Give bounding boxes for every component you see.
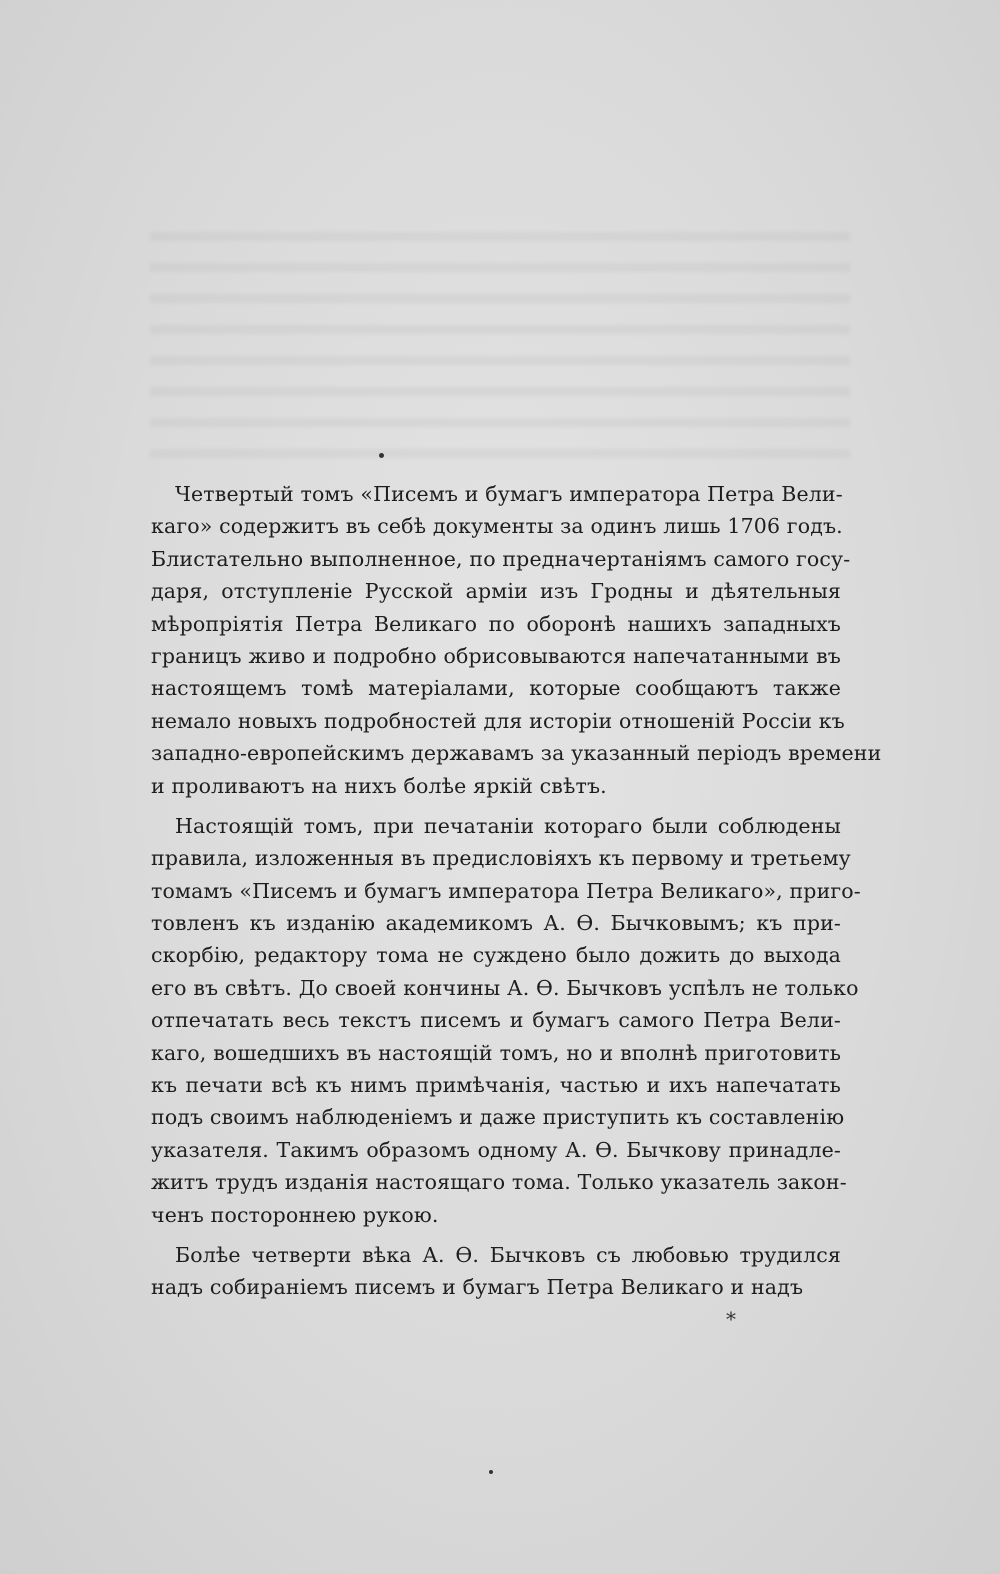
text-line: томамъ «Писемъ и бумагъ императора Петра Великаго», приго- [151, 878, 861, 903]
paragraph [151, 478, 882, 802]
text-line: западно-европейскимъ державамъ за указанный періодъ времени [151, 741, 882, 766]
text-line: ченъ постороннею рукою. [151, 1202, 439, 1227]
text-line: Болѣе четверти вѣка А. Ѳ. Бычковъ съ любовью трудился [175, 1242, 841, 1267]
text-line: Блистательно выполненное, по предначертаніямъ самого госу- [151, 546, 851, 571]
ink-speck [489, 1470, 493, 1474]
text-line: къ печати всѣ къ нимъ примѣчанія, частью и ихъ напечатать [151, 1073, 841, 1098]
text-line: указателя. Такимъ образомъ одному А. Ѳ. Бычкову принадле- [151, 1137, 841, 1162]
text-line: Четвертый томъ «Писемъ и бумагъ императора Петра Вели- [175, 482, 843, 506]
text-line: Настоящій томъ, при печатаніи котораго были соблюдены [175, 813, 841, 838]
text-line: его въ свѣтъ. До своей кончины А. Ѳ. Бычковъ успѣлъ не только [151, 975, 859, 1000]
text-line: каго, вошедшихъ въ настоящій томъ, но и вполнѣ приготовить [151, 1040, 841, 1065]
text-line: мѣропріятія Петра Великаго по оборонѣ нашихъ западныхъ [151, 611, 841, 636]
text-line: каго» содержитъ въ себѣ документы за одинъ лишь 1706 годъ. [151, 514, 843, 539]
signature-mark: * [726, 1307, 736, 1331]
body-text [151, 478, 882, 1312]
text-line: товленъ къ изданію академикомъ А. Ѳ. Бычковымъ; къ при- [151, 911, 841, 936]
text-line: границъ живо и подробно обрисовываются напечатанными въ [151, 643, 841, 668]
text-line: правила, изложенныя въ предисловіяхъ къ первому и третьему [151, 846, 851, 871]
text-line: немало новыхъ подробностей для исторіи отношеній Россіи къ [151, 708, 845, 733]
text-line: надъ собираніемъ писемъ и бумагъ Петра Великаго и надъ [151, 1275, 804, 1300]
show-through-text [150, 210, 850, 480]
text-line: настоящемъ томѣ матеріалами, которые сообщаютъ также [151, 676, 841, 701]
text-line: даря, отступленіе Русской арміи изъ Гродны и дѣятельныя [151, 579, 841, 604]
text-line: житъ трудъ изданія настоящаго тома. Только указатель закон- [151, 1170, 847, 1195]
paragraph [151, 810, 861, 1231]
text-line: скорбію, редактору тома не суждено было дожить до выхода [151, 943, 841, 968]
text-line: подъ своимъ наблюденіемъ и даже приступить къ составленію [151, 1105, 845, 1130]
ink-speck [379, 453, 384, 458]
paragraph [151, 1239, 841, 1304]
text-line: отпечатать весь текстъ писемъ и бумагъ самого Петра Вели- [151, 1008, 841, 1033]
text-line: и проливаютъ на нихъ болѣе яркій свѣтъ. [151, 773, 607, 798]
